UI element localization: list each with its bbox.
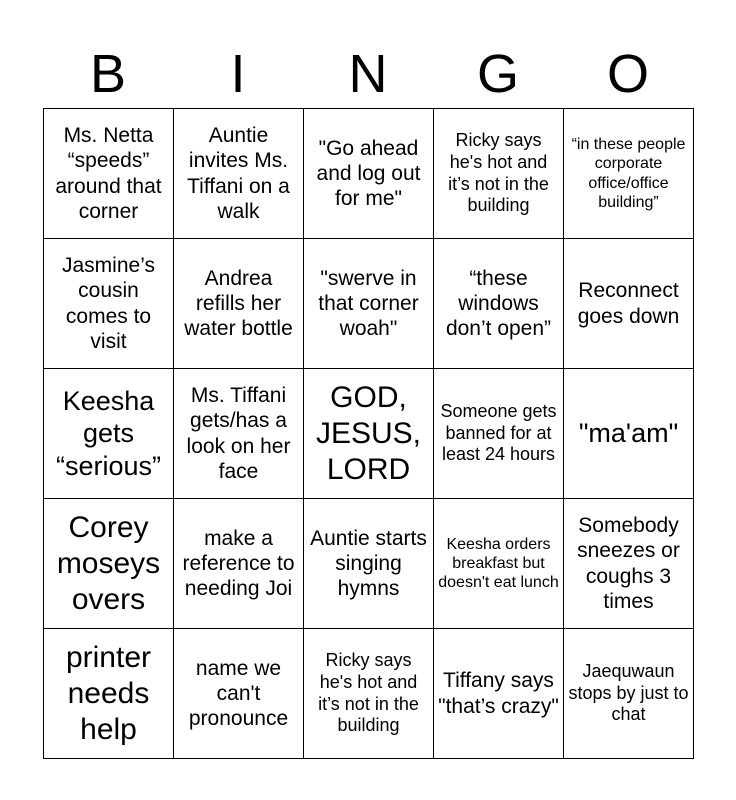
header-letter-i: I bbox=[230, 44, 246, 104]
bingo-cell-text: Keesha gets “serious” bbox=[55, 385, 162, 481]
bingo-cell-text: Auntie invites Ms. Tiffani on a walk bbox=[187, 124, 290, 223]
bingo-cell[interactable] bbox=[44, 629, 174, 759]
bingo-cell-text: Reconnect goes down bbox=[577, 279, 680, 328]
bingo-cell[interactable] bbox=[174, 629, 304, 759]
bingo-cell-text: "Go ahead and log out for me" bbox=[316, 136, 421, 211]
bingo-cell[interactable] bbox=[304, 239, 434, 369]
bingo-cell-text: Ms. Tiffani gets/has a look on her face bbox=[186, 384, 291, 483]
bingo-cell-text: Someone gets banned for at least 24 hours bbox=[440, 401, 557, 465]
bingo-cell[interactable] bbox=[564, 109, 694, 239]
bingo-cell[interactable] bbox=[434, 369, 564, 499]
bingo-cell[interactable] bbox=[174, 499, 304, 629]
bingo-cell[interactable] bbox=[44, 499, 174, 629]
bingo-cell-text: Jasmine’s cousin comes to visit bbox=[62, 254, 155, 353]
bingo-cell-text: GOD, JESUS, LORD bbox=[315, 380, 422, 486]
bingo-cell-text: "swerve in that corner woah" bbox=[318, 266, 419, 341]
bingo-header bbox=[43, 40, 693, 108]
bingo-cell-text: Ricky says he's hot and it’s not in the building bbox=[318, 650, 419, 736]
bingo-cell[interactable] bbox=[434, 239, 564, 369]
bingo-cell-text: Tiffany says "that’s crazy" bbox=[438, 669, 559, 718]
bingo-cell-text: Ms. Netta “speeds” around that corner bbox=[55, 124, 162, 223]
bingo-cell[interactable] bbox=[174, 109, 304, 239]
bingo-cell[interactable] bbox=[174, 369, 304, 499]
bingo-cell[interactable] bbox=[304, 369, 434, 499]
bingo-cell[interactable] bbox=[434, 499, 564, 629]
bingo-cell-text: Andrea refills her water bottle bbox=[184, 266, 293, 341]
bingo-cell[interactable] bbox=[434, 629, 564, 759]
bingo-cell-text: “these windows don’t open” bbox=[445, 266, 552, 341]
bingo-cell-text: Keesha orders breakfast but doesn't eat lunch bbox=[438, 535, 559, 592]
bingo-cell[interactable] bbox=[564, 629, 694, 759]
bingo-card-grid bbox=[43, 108, 694, 759]
bingo-cell[interactable] bbox=[44, 109, 174, 239]
header-letter-o: O bbox=[606, 44, 649, 104]
bingo-cell-text: “in these people corporate office/office building” bbox=[571, 136, 686, 211]
bingo-cell-text: Ricky says he's hot and it’s not in the building bbox=[448, 130, 549, 216]
bingo-cell[interactable] bbox=[304, 109, 434, 239]
bingo-cell-text: make a reference to needing Joi bbox=[182, 526, 295, 601]
bingo-cell[interactable] bbox=[44, 369, 174, 499]
bingo-cell-text: printer needs help bbox=[65, 640, 152, 746]
bingo-cell-text: Auntie starts singing hymns bbox=[310, 526, 427, 601]
bingo-cell-text: Corey moseys overs bbox=[56, 510, 161, 616]
bingo-cell-text: Somebody sneezes or coughs 3 times bbox=[577, 514, 680, 613]
header-letter-g: G bbox=[476, 44, 519, 104]
bingo-cell[interactable] bbox=[304, 629, 434, 759]
bingo-cell[interactable] bbox=[174, 239, 304, 369]
bingo-cell[interactable] bbox=[564, 369, 694, 499]
bingo-cell[interactable] bbox=[434, 109, 564, 239]
bingo-cell[interactable] bbox=[304, 499, 434, 629]
bingo-cell-text: "ma'am" bbox=[578, 418, 679, 449]
bingo-cell[interactable] bbox=[564, 239, 694, 369]
bingo-cell[interactable] bbox=[44, 239, 174, 369]
bingo-cell-text: Jaequwaun stops by just to chat bbox=[568, 661, 689, 725]
header-letter-n: N bbox=[348, 44, 388, 104]
header-letter-b: B bbox=[89, 44, 127, 104]
bingo-cell[interactable] bbox=[564, 499, 694, 629]
bingo-cell-text: name we can't pronounce bbox=[188, 656, 289, 731]
